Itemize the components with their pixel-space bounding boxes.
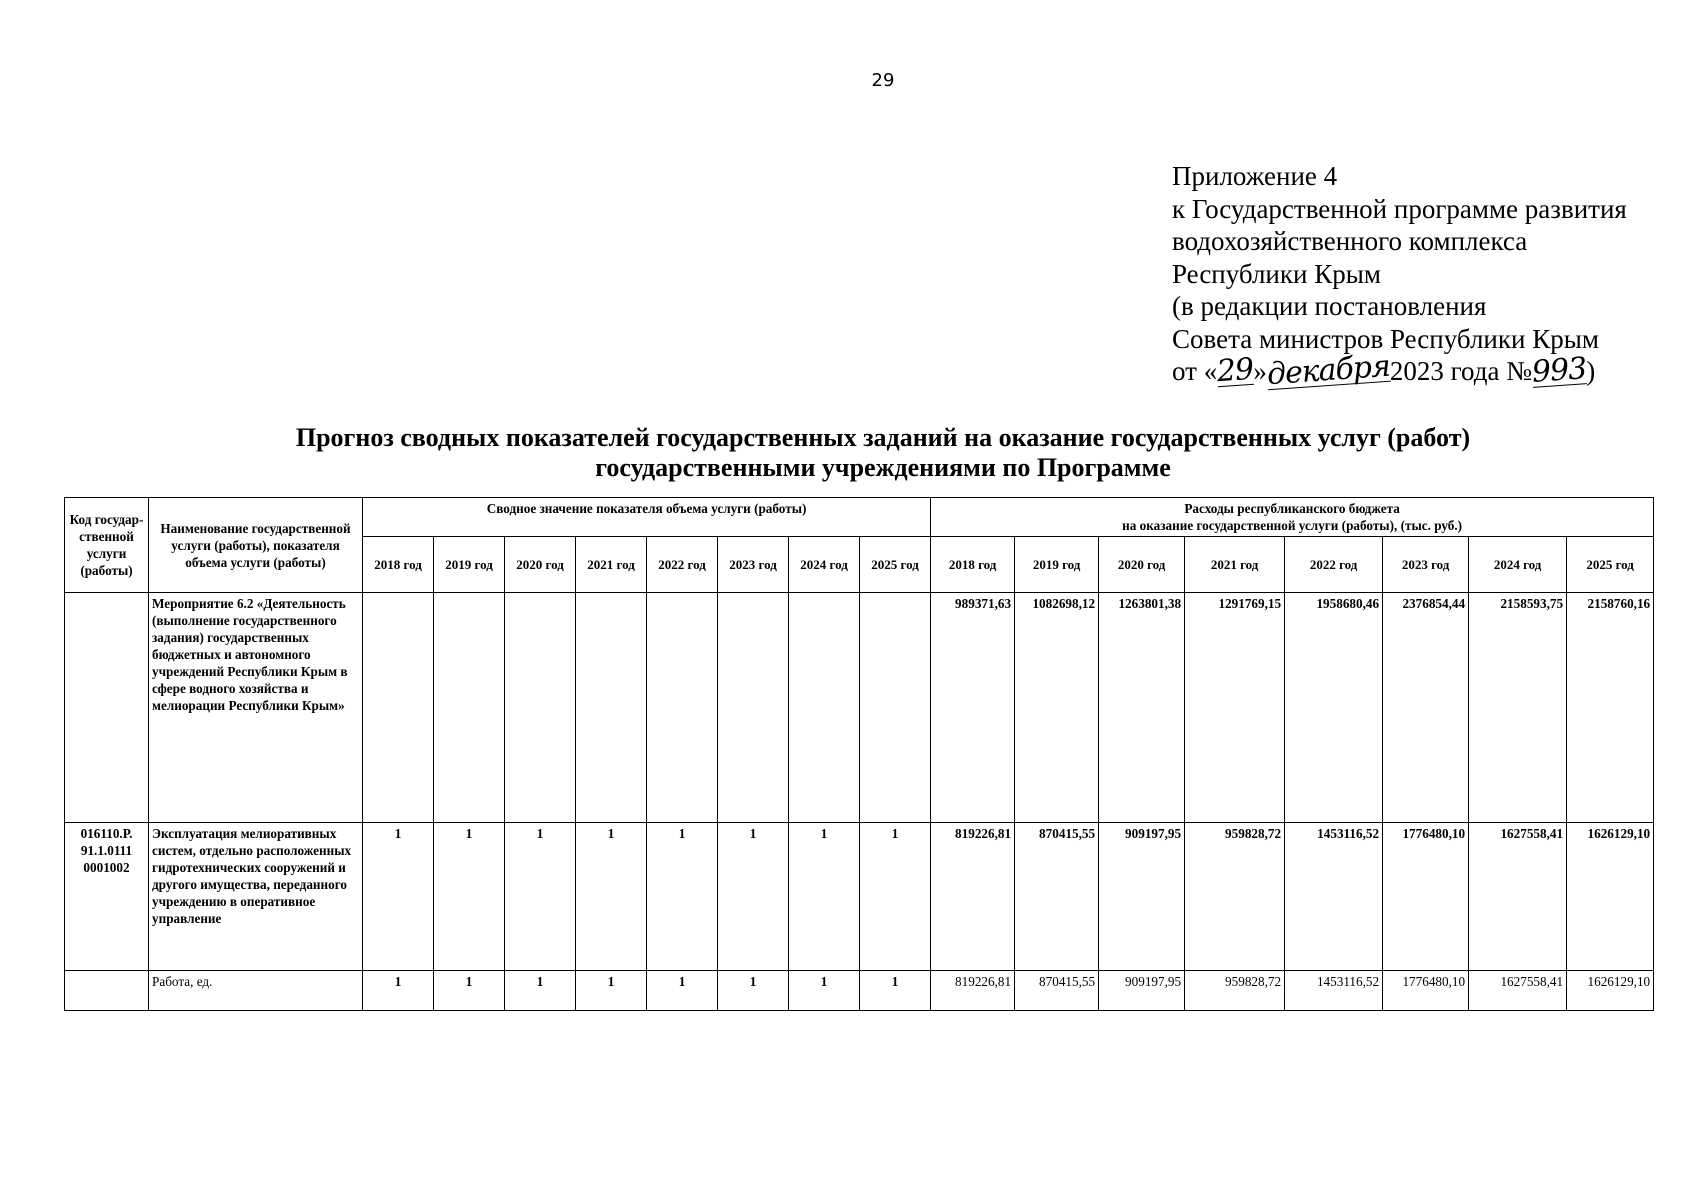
volume-cell: 1	[718, 971, 789, 1011]
annex-line: Республики Крым	[1172, 258, 1381, 289]
table-row	[65, 593, 1654, 823]
header-volume-group: Сводное значение показателя объема услуги (работы)	[363, 498, 931, 537]
volume-cell	[789, 593, 860, 823]
expense-cell: 959828,72	[1185, 823, 1285, 971]
handwritten-month: декабря	[1265, 348, 1391, 393]
volume-cell	[363, 593, 434, 823]
volume-cell: 1	[576, 823, 647, 971]
header-code: Код государ-ственной услуги (работы)	[65, 498, 149, 593]
expense-cell: 1453116,52	[1285, 823, 1383, 971]
header-expense-year: 2023 год	[1383, 537, 1469, 593]
expense-cell: 1263801,38	[1099, 593, 1185, 823]
volume-cell: 1	[505, 971, 576, 1011]
header-volume-year: 2021 год	[576, 537, 647, 593]
volume-cell: 1	[647, 971, 718, 1011]
volume-cell	[718, 593, 789, 823]
date-close: )	[1586, 356, 1596, 386]
header-name: Наименование государственной услуги (работы), показателя объема услуги (работы)	[149, 498, 363, 593]
volume-cell: 1	[505, 823, 576, 971]
header-volume-year: 2019 год	[434, 537, 505, 593]
header-volume-year: 2023 год	[718, 537, 789, 593]
annex-date-line	[1172, 348, 1627, 393]
volume-cell: 1	[860, 971, 931, 1011]
volume-cell: 1	[363, 823, 434, 971]
expense-cell: 1082698,12	[1015, 593, 1099, 823]
volume-cell: 1	[576, 971, 647, 1011]
annex-line: Приложение 4	[1172, 161, 1338, 191]
forecast-table	[64, 497, 1654, 1011]
header-volume-year: 2025 год	[860, 537, 931, 593]
volume-cell	[647, 593, 718, 823]
annex-line: к Государственной программе развития	[1172, 193, 1627, 224]
expense-cell: 1453116,52	[1285, 971, 1383, 1011]
volume-cell	[860, 593, 931, 823]
expense-cell: 1291769,15	[1185, 593, 1285, 823]
date-prefix: от «	[1172, 356, 1218, 386]
header-expense-year: 2021 год	[1185, 537, 1285, 593]
annex-line: водохозяйственного комплекса	[1172, 226, 1528, 256]
handwritten-decree-number: 993	[1530, 351, 1588, 390]
annex-line: Совета министров Республики Крым	[1172, 323, 1599, 354]
volume-cell: 1	[434, 823, 505, 971]
expense-cell: 2158760,16	[1567, 593, 1654, 823]
expense-cell: 1626129,10	[1567, 823, 1654, 971]
row-code	[65, 593, 149, 823]
expense-cell: 1958680,46	[1285, 593, 1383, 823]
document-title	[60, 423, 1694, 483]
table-row	[65, 823, 1654, 971]
expense-cell: 1627558,41	[1469, 971, 1567, 1011]
volume-cell: 1	[363, 971, 434, 1011]
expense-cell: 1626129,10	[1567, 971, 1654, 1011]
row-code: 016110.Р. 91.1.0111 0001002	[65, 823, 149, 971]
header-expense-line: на оказание государственной услуги (работы), (тыс. руб.)	[1122, 518, 1463, 533]
volume-cell: 1	[789, 971, 860, 1011]
volume-cell: 1	[789, 823, 860, 971]
volume-cell: 1	[647, 823, 718, 971]
expense-cell: 1776480,10	[1383, 823, 1469, 971]
header-expense-year: 2020 год	[1099, 537, 1185, 593]
header-volume-year: 2018 год	[363, 537, 434, 593]
header-expense-group	[931, 498, 1654, 537]
volume-cell: 1	[860, 823, 931, 971]
expense-cell: 819226,81	[931, 823, 1015, 971]
header-expense-year: 2019 год	[1015, 537, 1099, 593]
header-expense-line: Расходы республиканского бюджета	[1184, 501, 1400, 516]
row-code	[65, 971, 149, 1011]
expense-cell: 1776480,10	[1383, 971, 1469, 1011]
volume-cell: 1	[434, 971, 505, 1011]
expense-cell: 2376854,44	[1383, 593, 1469, 823]
volume-cell: 1	[718, 823, 789, 971]
expense-cell: 870415,55	[1015, 971, 1099, 1011]
date-quote: »	[1253, 356, 1267, 386]
header-expense-year: 2022 год	[1285, 537, 1383, 593]
header-expense-year: 2025 год	[1567, 537, 1654, 593]
volume-cell	[505, 593, 576, 823]
expense-cell: 909197,95	[1099, 823, 1185, 971]
volume-cell	[434, 593, 505, 823]
volume-cell	[576, 593, 647, 823]
expense-cell: 2158593,75	[1469, 593, 1567, 823]
header-volume-year: 2022 год	[647, 537, 718, 593]
table-row	[65, 971, 1654, 1011]
row-name: Мероприятие 6.2 «Деятельность (выполнение государственного задания) государственных бюджетных и автономного учреждений Республики Крым в сфере водного хозяйства и мелиорации Республики Крым»	[149, 593, 363, 823]
header-expense-year: 2018 год	[931, 537, 1015, 593]
row-name: Работа, ед.	[149, 971, 363, 1011]
expense-cell: 1627558,41	[1469, 823, 1567, 971]
expense-cell: 909197,95	[1099, 971, 1185, 1011]
expense-cell: 959828,72	[1185, 971, 1285, 1011]
handwritten-day: 29	[1215, 351, 1255, 390]
page-number: 29	[871, 70, 895, 91]
date-suffix: 2023 года №	[1389, 356, 1532, 386]
title-line: Прогноз сводных показателей государственных заданий на оказание государственных услуг (работ)	[295, 423, 1471, 452]
annex-block	[1172, 160, 1627, 393]
title-line: государственными учреждениями по Программе	[595, 453, 1171, 482]
expense-cell: 870415,55	[1015, 823, 1099, 971]
annex-line: (в редакции постановления	[1172, 291, 1487, 321]
row-name: Эксплуатация мелиоративных систем, отдельно расположенных гидротехнических сооружений и другого имущества, переданного учреждению в оперативное управление	[149, 823, 363, 971]
header-expense-year: 2024 год	[1469, 537, 1567, 593]
expense-cell: 819226,81	[931, 971, 1015, 1011]
header-volume-year: 2020 год	[505, 537, 576, 593]
expense-cell: 989371,63	[931, 593, 1015, 823]
header-volume-year: 2024 год	[789, 537, 860, 593]
